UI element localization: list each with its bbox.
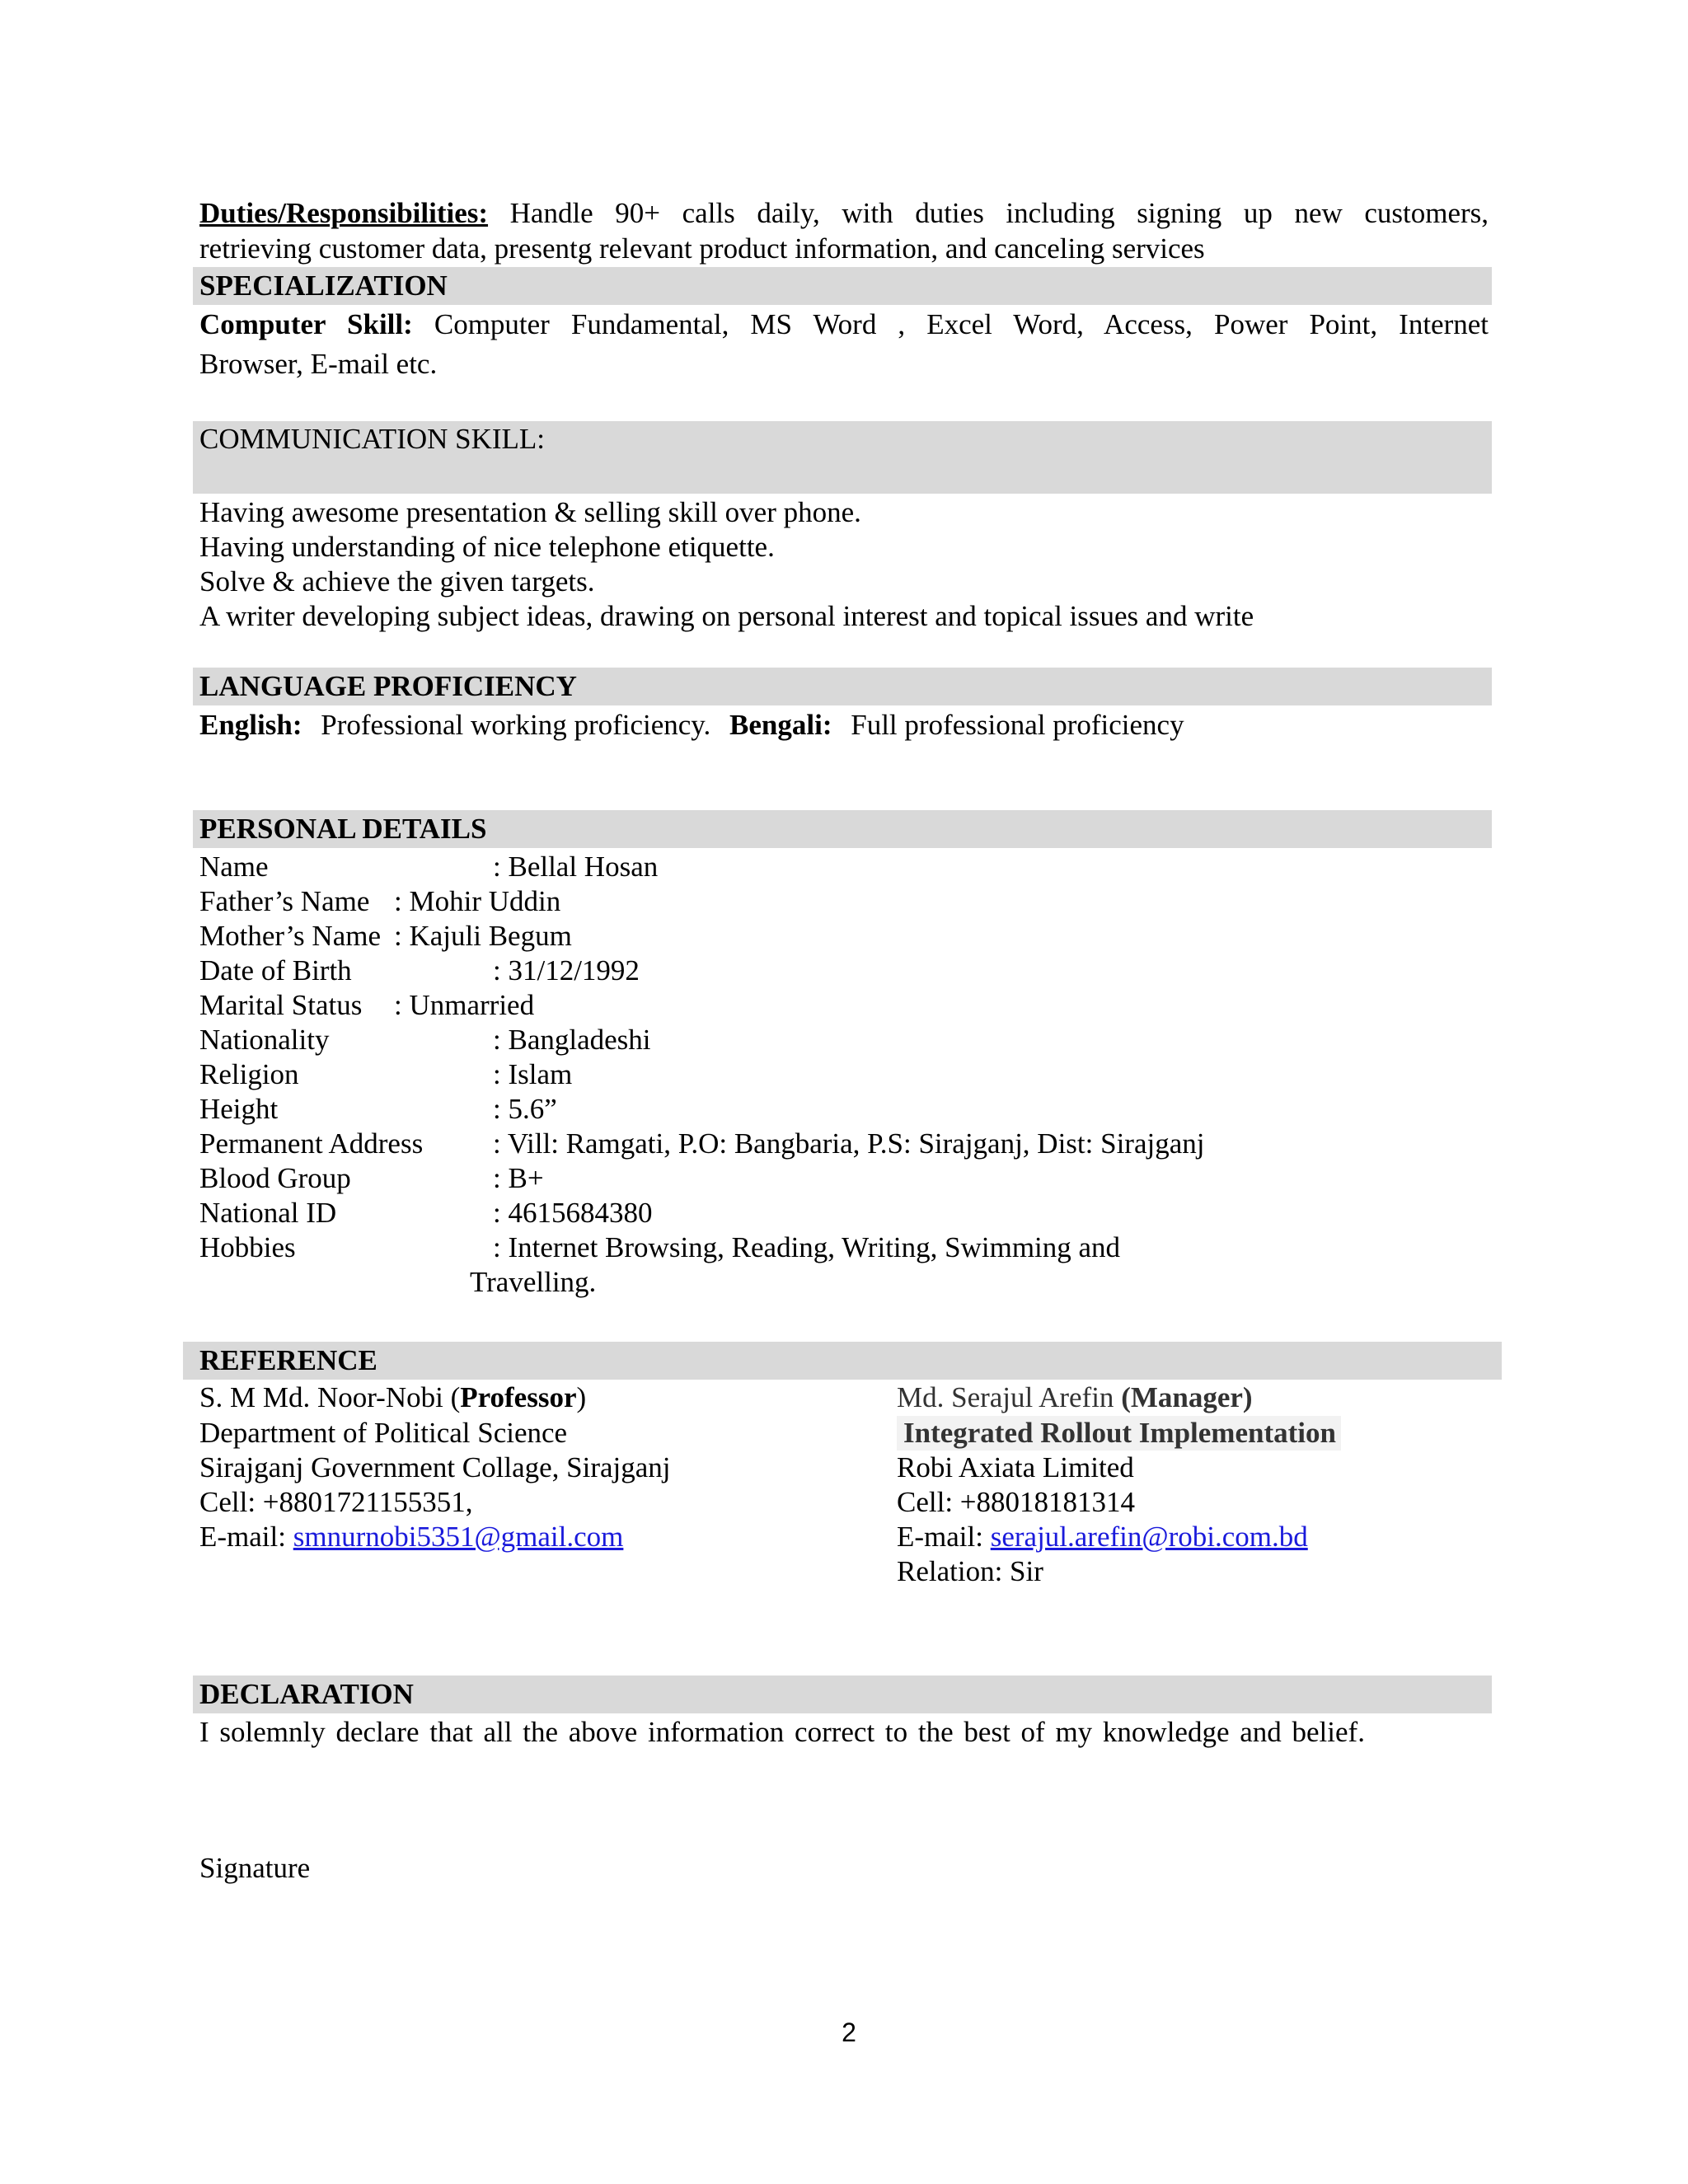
duties-line-1 (199, 196, 1489, 231)
page-number: 2 (842, 2018, 856, 2047)
reference-left-cell: Cell: +8801721155351, (199, 1486, 473, 1518)
reference-right-cell: Cell: +88018181314 (897, 1486, 1136, 1518)
duties-text-1: Handle 90+ calls daily, with duties including signing up new customers, (509, 197, 1489, 229)
declaration-text: I solemnly declare that all the above information correct to the best of my knowledge and belief. (199, 1716, 1365, 1748)
communication-line: A writer developing subject ideas, drawing on personal interest and topical issues and write (199, 600, 1254, 632)
bengali-value: Full professional proficiency (851, 709, 1184, 741)
specialization-heading: SPECIALIZATION (199, 269, 448, 302)
reference-right-name (897, 1380, 1253, 1415)
reference-left-email-line (199, 1520, 623, 1554)
reference-right-relation: Relation: Sir (897, 1555, 1043, 1587)
language-heading: LANGUAGE PROFICIENCY (199, 670, 577, 702)
reference-right-title: (Manager) (1121, 1381, 1253, 1413)
reference-left-org: Sirajganj Government Collage, Sirajganj (199, 1451, 671, 1483)
reference-right-email-link[interactable]: serajul.arefin@robi.com.bd (990, 1521, 1308, 1553)
english-label: English: (199, 709, 302, 741)
personal-value-blood: : B+ (493, 1162, 544, 1194)
personal-value-height: : 5.6” (493, 1093, 557, 1125)
personal-label-father: Father’s Name (199, 885, 370, 917)
reference-right-org: Robi Axiata Limited (897, 1451, 1134, 1483)
personal-value-marital: : Unmarried (394, 989, 535, 1021)
reference-left-close: ) (576, 1381, 587, 1413)
personal-label-hobbies: Hobbies (199, 1231, 296, 1263)
personal-label-height: Height (199, 1093, 279, 1125)
reference-right-email-line (897, 1520, 1308, 1554)
reference-right-email-label: E-mail: (897, 1521, 991, 1553)
reference-left-name-text: S. M Md. Noor-Nobi ( (199, 1381, 461, 1413)
communication-line: Having awesome presentation & selling skill over phone. (199, 496, 861, 528)
personal-value-address: : Vill: Ramgati, P.O: Bangbaria, P.S: Sirajganj, Dist: Sirajganj (493, 1127, 1205, 1160)
personal-label-dob: Date of Birth (199, 954, 352, 987)
personal-label-mother: Mother’s Name (199, 920, 381, 952)
personal-label-blood: Blood Group (199, 1162, 351, 1194)
reference-heading: REFERENCE (199, 1344, 377, 1376)
personal-value-hobbies-cont: Travelling. (470, 1266, 597, 1298)
bengali-label: Bengali: (729, 709, 832, 741)
duties-line-2: retrieving customer data, presentg relevant product information, and canceling services (199, 232, 1205, 265)
communication-line: Having understanding of nice telephone etiquette. (199, 531, 775, 563)
personal-label-religion: Religion (199, 1058, 299, 1090)
personal-label-nationality: Nationality (199, 1024, 330, 1056)
duties-label: Duties/Responsibilities: (199, 197, 489, 229)
reference-left-dept: Department of Political Science (199, 1417, 568, 1449)
communication-heading: COMMUNICATION SKILL: (199, 423, 546, 455)
personal-value-nationality: : Bangladeshi (493, 1024, 651, 1056)
reference-right-dept: Integrated Rollout Implementation (897, 1416, 1341, 1451)
personal-value-nid: : 4615684380 (493, 1197, 653, 1229)
personal-value-religion: : Islam (493, 1058, 573, 1090)
computer-skill-line-1 (199, 307, 1489, 342)
reference-right-name-text: Md. Serajul Arefin (897, 1381, 1122, 1413)
signature-label: Signature (199, 1852, 311, 1884)
communication-line: Solve & achieve the given targets. (199, 565, 595, 598)
personal-label-marital: Marital Status (199, 989, 363, 1021)
personal-heading: PERSONAL DETAILS (199, 813, 487, 845)
reference-left-email-label: E-mail: (199, 1521, 293, 1553)
reference-left-email-link[interactable]: smnurnobi5351@gmail.com (293, 1521, 624, 1553)
personal-label-address: Permanent Address (199, 1127, 424, 1160)
personal-label-nid: National ID (199, 1197, 337, 1229)
personal-value-name: : Bellal Hosan (493, 851, 659, 883)
reference-left-title: Professor (460, 1381, 577, 1413)
personal-value-mother: : Kajuli Begum (394, 920, 572, 952)
declaration-heading: DECLARATION (199, 1678, 414, 1710)
english-value: Professional working proficiency. (321, 709, 711, 741)
language-line (199, 708, 1184, 743)
personal-value-hobbies: : Internet Browsing, Reading, Writing, Swimming and (493, 1231, 1121, 1263)
computer-skill-text-1: Computer Fundamental, MS Word , Excel Word, Access, Power Point, Internet (434, 308, 1489, 340)
personal-value-father: : Mohir Uddin (394, 885, 561, 917)
reference-left-name (199, 1380, 586, 1415)
personal-label-name: Name (199, 851, 269, 883)
reference-header-bar (183, 1342, 1502, 1380)
personal-value-dob: : 31/12/1992 (493, 954, 640, 987)
computer-skill-label: Computer Skill: (199, 308, 413, 340)
computer-skill-line-2: Browser, E-mail etc. (199, 348, 438, 380)
